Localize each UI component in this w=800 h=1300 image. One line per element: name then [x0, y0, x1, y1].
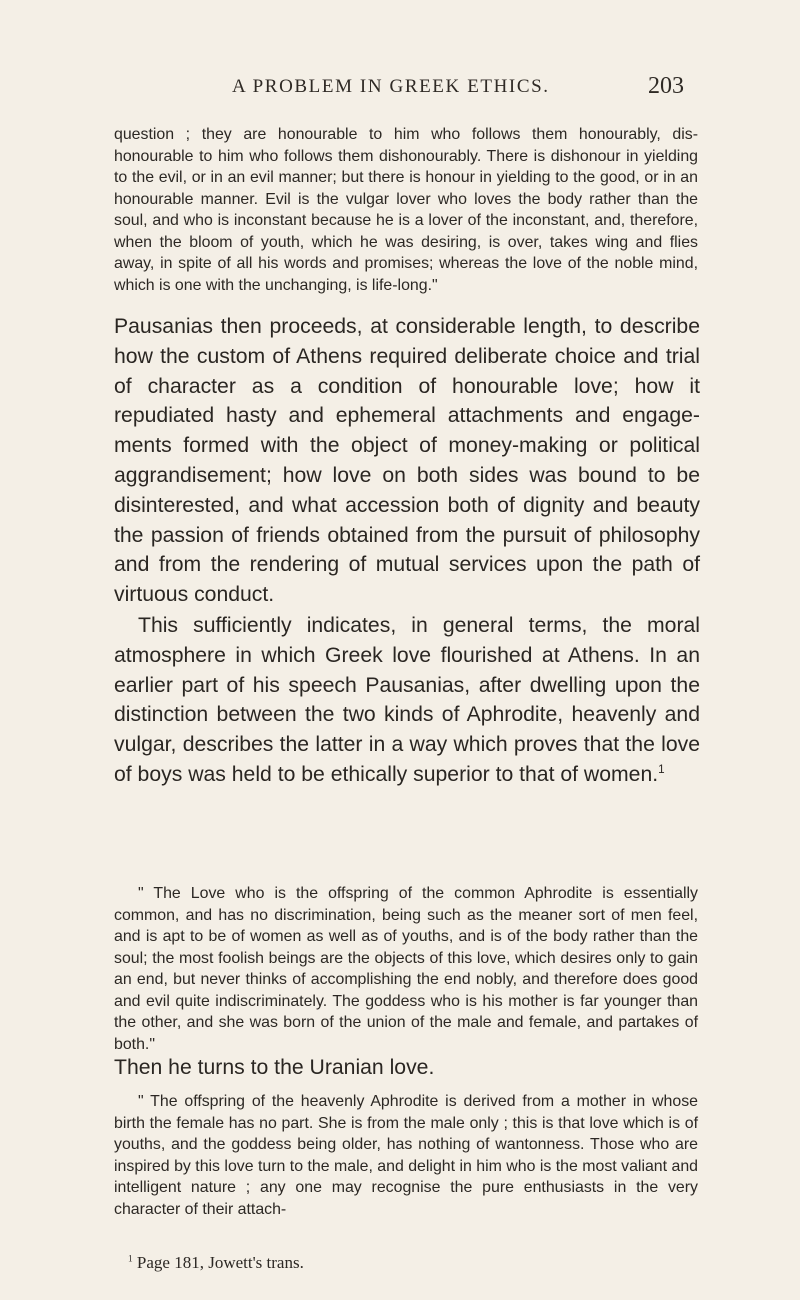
footnote-text: Page 181, Jowett's trans. — [136, 1253, 304, 1272]
page-number: 203 — [648, 73, 684, 99]
footnote-mark: 1 — [128, 1254, 133, 1265]
paragraph-moral-atmosphere-text: This sufficiently indicates, in general terms, the moral atmosphere in which Greek love flourished at Athens. In an earlier part of his speech Pausanias, after dwelling upon the distinction between the two kinds of Aphrodite, heavenly and vulgar, describes the latter in a way which proves that the love of boys was held to be ethically superior to that of women. — [114, 614, 700, 786]
footnote — [128, 1253, 304, 1273]
quotation-heavenly-aphrodite: " The offspring of the heavenly Aphrodite is derived from a mother in whose birth the female has no part. She is from the male only ; this is that love which is of youths, and the goddess being older, has nothing of wantonness. Those who are inspired by this love turn to the male, and delight in him who is the most valiant and intelligent nature ; any one may recognise the pure enthusiasts in the very character of their attach- — [114, 1093, 698, 1218]
paragraph-uranian-love: Then he turns to the Uranian love. — [114, 1056, 435, 1079]
running-head: A PROBLEM IN GREEK ETHICS. — [232, 76, 550, 97]
quotation-continued: question ; they are honourable to him who follows them honourably, dis-honourable to him who follows them dishonourably. There is dishonour in yielding to the evil, or in an evil manner; but there is honour in yielding to the good, or in an honourable manner. Evil is the vulgar lover who loves the body rather than the soul, and who is inconstant because he is a lover of the inconstant, and, therefore, when the bloom of youth, which he was desiring, is over, takes wing and flies away, in spite of all his words and promises; whereas the love of the noble mind, which is one with the unchanging, is life-long." — [114, 126, 698, 294]
paragraph-moral-atmosphere — [114, 611, 700, 790]
page-header — [0, 73, 800, 106]
footnote-reference: 1 — [658, 762, 665, 776]
paragraph-pausanias-custom: Pausanias then proceeds, at considerable length, to describe how the custom of Athens required deliberate choice and trial of character as a condition of honourable love; how it repudiated hasty and ephemeral attachments and engage-ments formed with the object of money-making or political aggrandisement; how love on both sides was bound to be disinterested, and what accession both of dignity and beauty the passion of friends obtained from the pursuit of philosophy and from the rendering of mutual services upon the path of virtuous conduct. — [114, 315, 700, 607]
quotation-common-aphrodite: " The Love who is the offspring of the common Aphrodite is essentially common, and has no discrimination, being such as the meaner sort of men feel, and is apt to be of women as well as of youths, and is of the body rather than the soul; the most foolish beings are the objects of this love, which desires only to gain an end, but never thinks of accomplishing the end nobly, and therefore does good and evil quite indiscriminately. The goddess who is his mother is far younger than the other, and she was born of the union of the male and female, and partakes of both." — [114, 885, 698, 1053]
